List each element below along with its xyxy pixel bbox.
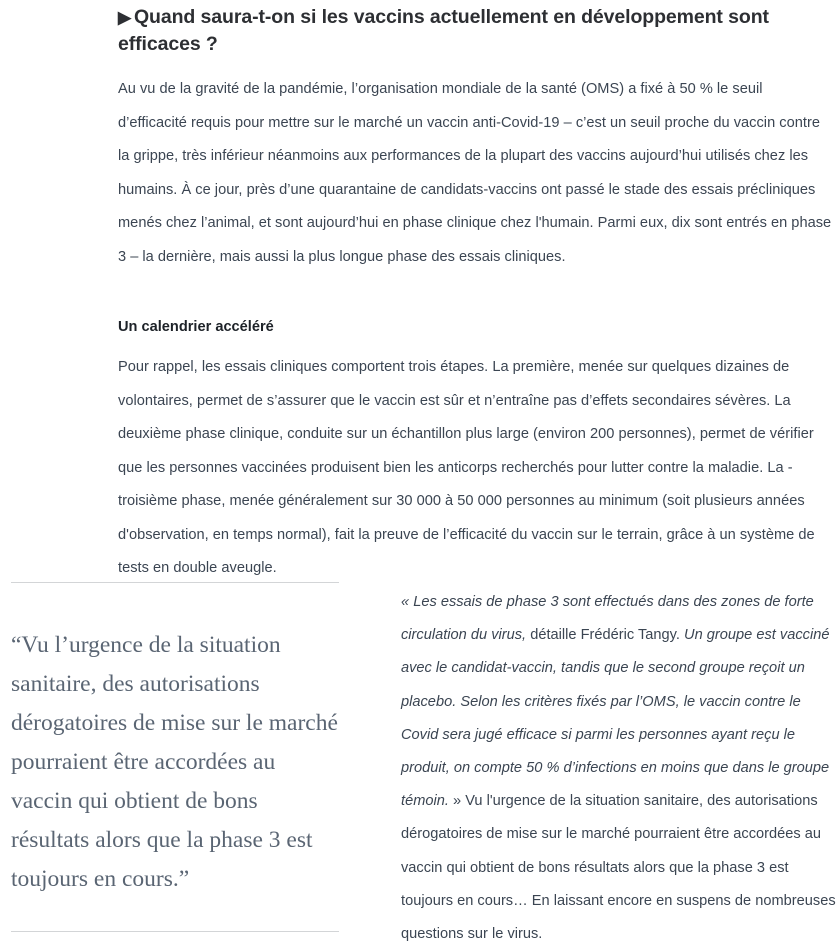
pullquote-block xyxy=(11,578,339,899)
aside-attribution: détaille Frédéric Tangy. xyxy=(526,627,685,644)
paragraph-intro: Au vu de la gravité de la pandémie, l’organisation mondiale de la santé (OMS) a fixé à 50 % le seuil d’efficacité requis pour mettre sur le marché un vaccin anti-Covid-19 – c’est un seuil proche du vaccin contre la grippe, très inférieur néanmoins aux performances de la plupart des vaccins aujourd’hui utilisés chez les humains. À ce jour, près d’une quarantaine de candidats-vaccins ont passé le stade des essais précliniques menés chez l’animal, et sont aujourd’hui en phase clinique chez l'humain. Parmi eux, dix sont entrés en phase 3 – la dernière, mais aussi la plus longue phase des essais cliniques. xyxy=(118,81,832,265)
bottom-section xyxy=(0,578,839,950)
aside-quote-italic-second: Un groupe est vacciné avec le candidat-vaccin, tandis que le second groupe reçoit un placebo. Selon les critères fixés par l’OMS, le vaccin contre le Covid sera jugé efficace si parmi les personnes ayant reçu le produit, on compte 50 % d’infections en moins que dans le groupe témoin. xyxy=(401,627,830,810)
aside-block xyxy=(401,578,837,951)
aside-tail-text: » Vu l'urgence de la situation sanitaire, des autorisations dérogatoires de mise sur le marché pourraient être accordées au vaccin qui obtient de bons résultats alors que la phase 3 est toujours en cours… En laissant encore en suspens de nombreuses questions sur le virus. xyxy=(401,793,836,943)
triangle-right-icon: ▶ xyxy=(118,8,131,27)
pullquote-text: “Vu l’urgence de la situation sanitaire, des autorisations dérogatoires de mise sur le marché pourraient être accordées au vaccin qui obtient de bons résultats alors que la phase 3 est toujours en cours.” xyxy=(11,632,338,892)
aside-quote-italic-first: « Les essais de phase 3 sont effectués dans des zones de forte circulation du virus, xyxy=(401,594,814,644)
page-title xyxy=(118,0,832,57)
article-body xyxy=(118,0,832,586)
subheading-calendrier: Un calendrier accéléré xyxy=(118,319,274,335)
divider-bottom xyxy=(11,931,339,932)
section-heading-text: Quand saura-t-on si les vaccins actuellement en développement sont efficaces ? xyxy=(118,6,769,55)
aside-paragraph xyxy=(401,578,837,951)
paragraph-phases: Pour rappel, les essais cliniques comportent trois étapes. La première, menée sur quelques dizaines de volontaires, permet de s’assurer que le vaccin est sûr et n’entraîne pas d’effets secondaires sévères. La deuxième phase clinique, conduite sur un échantillon plus large (environ 200 personnes), permet de vérifier que les personnes vaccinées produisent bien les anticorps recherchés pour lutter contre la maladie. La -troisième phase, menée généralement sur 30 000 à 50 000 personnes au minimum (soit plusieurs années d'observation, en temps normal), fait la preuve de l’efficacité du vaccin sur le terrain, grâce à un système de tests en double aveugle. xyxy=(118,359,815,576)
